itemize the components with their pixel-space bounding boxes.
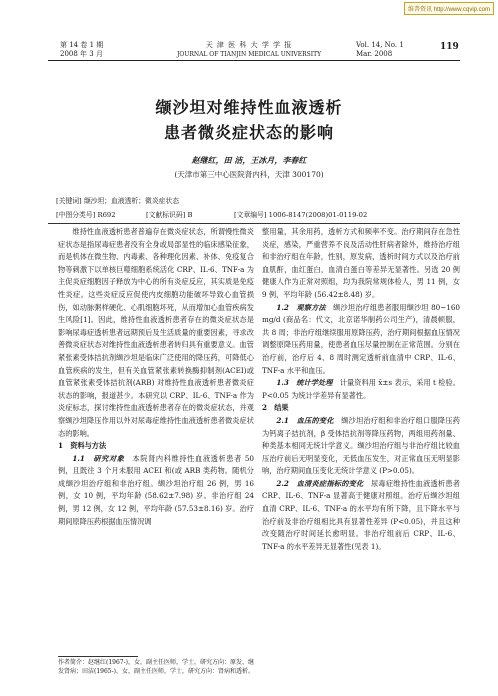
section-1-3-label: 1.3 统计学处理 <box>276 378 333 388</box>
keywords: [关键词] 缬沙坦；血液透析；微炎症状态 <box>56 197 180 205</box>
header-journal-cn: 天 津 医 科 大 学 学 报 <box>205 41 293 49</box>
footnote-rule <box>58 656 138 657</box>
author-footnote: 作者简介：赵继红(1967-)，女，副主任医师，学士，研究方向：原发、继发肾病；田洁(1965-)，女，副主任医师，学士，研究方向：肾病和透析。 <box>58 659 254 675</box>
meta-rule <box>48 223 460 224</box>
header-rule <box>48 60 460 61</box>
section-2-1-text: 缬沙坦治疗组和非治疗组口服降压药为钙离子拮抗剂，β 受体拮抗剂等降压药物，两组用药剂量、种类基本相同无统计学意义。缬沙坦治疗组与非治疗组比较血压治疗前后无明显变化，无低血压发生，对正常血压无明显影响，治疗期间血压变化无统计学意义 (P>0.05)。 <box>262 415 460 476</box>
watermark: 维普资讯 http://www.cqvip.com <box>404 2 494 15</box>
article-title-line-2: 患者微炎症状态的影响 <box>163 123 334 142</box>
header-volume-cn: 第 14 卷 1 期 <box>60 41 104 49</box>
section-2-2-paragraph <box>262 478 460 554</box>
section-1-3-text: 计量资料用 x̄±s 表示，采用 t 检验。P<0.05 为统计学差异有显著性。 <box>262 378 460 400</box>
document-code: [文献标识码] B <box>146 211 193 219</box>
methods-continued-paragraph: 整用量，其余用药，透析方式和频率不变。治疗期间存在急性炎症，感染，严重营养不良及活动性肝病者除外，维持治疗组和非治疗组在年龄，性别，原发病，透析时间方式以及治疗前血肌酐，血红蛋白，血清白蛋白等差异无显著性。另选 20 例健康人作为正常对照组，均为我院常规体检人，男 11 例，女 9 例，平均年龄 (56.42±8.48) 岁。 <box>262 227 460 299</box>
classification-number: [中图分类号] R692 <box>56 211 116 219</box>
section-1-3-paragraph <box>262 377 460 402</box>
page-number: 119 <box>440 42 459 52</box>
header-journal-en: JOURNAL OF TIANJIN MEDICAL UNIVERSITY <box>176 51 322 58</box>
header-date-en: Mar. 2008 <box>356 50 393 58</box>
right-column <box>262 226 460 553</box>
section-1-2-label: 1.2 观察方法 <box>276 302 326 312</box>
section-1-1-text: 本院肾内科维持性血液透析患者 50 例，且既往 3 个月未服用 ACEI 和(或 ARB 类药物。随机分成缬沙坦治疗组和非治疗组。缬沙坦治疗组 26 例，男 16 例，女 10 例，平均年龄 (58.62±7.98) 岁。非治疗组 24 例，男 12 例，女 12 例，平均年龄 (57.53±8.16) 岁。治疗期间原降压药根据血压情况调 <box>58 453 254 526</box>
section-2-2-label: 2.2 血清炎症指标的变化 <box>276 478 364 488</box>
affiliation: (天津市第三中心医院肾内科，天津 300170) <box>174 170 324 179</box>
section-1-2-text: 缬沙坦治疗组患者服用缬沙坦 80~160 mg/d (商品名：代文，北京诺华制药公司生产)，清晨顿服，共 8 周；非治疗组继续服用原降压药，治疗期间根据血压情况调整原降压药用量，使患者血压尽量控制在正常范围。分别在治疗前，治疗后 4、8 周时测定透析前血清中 CRP、IL-6、TNF-a 水平和血压。 <box>262 302 460 375</box>
article-title-line-1: 缬沙坦对维持性血液透析 <box>155 98 343 117</box>
section-1-1-label: 1.1 研究对象 <box>72 453 125 463</box>
left-column <box>58 226 254 528</box>
section-1-2-paragraph <box>262 302 460 378</box>
section-2-1-label: 2.1 血压的变化 <box>276 415 334 425</box>
header-date-cn: 2008 年 3 月 <box>60 50 103 58</box>
section-2-2-text: 尿毒症维持性血液透析患者 CRP、IL-6、TNF-a 显著高于健康对照组。治疗后缬沙坦组血清 CRP、IL-6、TNF-a 的水平均有所下降，且下降水平与治疗前及非治疗组相比具有显著性差异 (P<0.05)，并且这种改变随治疗时间延长愈明显。非治疗组前后 CRP、IL-6、TNF-a 的水平差异无显著性(见表 1)。 <box>262 478 460 551</box>
authors: 赵继红，田 洁，王冰月，李春红 <box>191 155 307 165</box>
intro-paragraph: 维持性血液透析患者普遍存在微炎症状态，所谓慢性微炎症状态是指尿毒症患者没有全身或局部显性的临床感染征象，而是机体在微生物、内毒素、各种理化因素、补体、免疫复合物等刺激下以单核巨噬细胞系统活化 CRP、IL-6、TNF-a 为主促炎症细胞因子释放为中心的所有炎症反应，其实质是免疫性炎症。这些炎症反应促使内皮细胞功能破坏导致心血管损伤，如动脉粥样硬化、心肌细胞坏死，从而增加心血管疾病发生风险[1]。因此，维持性血液透析患者存在的微炎症状态是影响尿毒症透析患者远期预后及生活质量的重要因素，寻求改善微炎症状态对维持性血液透析患者转归具有重要意义。血管紧张素受体拮抗剂缬沙坦是临床广泛使用的降压药，可降低心血管疾病的发生，但有关血管紧张素转换酶抑制剂(ACEI)或血管紧张素受体拮抗剂(ARB) 对维持性血液透析患者微炎症状态的影响，报道甚少。本研究以 CRP、IL-6、TNF-a 作为炎症标志，探讨维持性血液透析患者存在的微炎症状态，并观察缬沙坦降压作用以外对尿毒症维持性血液透析患者微炎症状态的影响。 <box>58 227 254 438</box>
header-volume-en: Vol. 14, No. 1 <box>356 41 404 49</box>
article-number: [文章编号] 1006-8147(2008)01-0119-02 <box>234 211 368 219</box>
section-1-heading: 1 资料与方法 <box>58 441 107 451</box>
section-1-1-paragraph <box>58 453 254 529</box>
section-2-1-paragraph <box>262 415 460 478</box>
section-2-heading: 2 结果 <box>262 403 289 413</box>
